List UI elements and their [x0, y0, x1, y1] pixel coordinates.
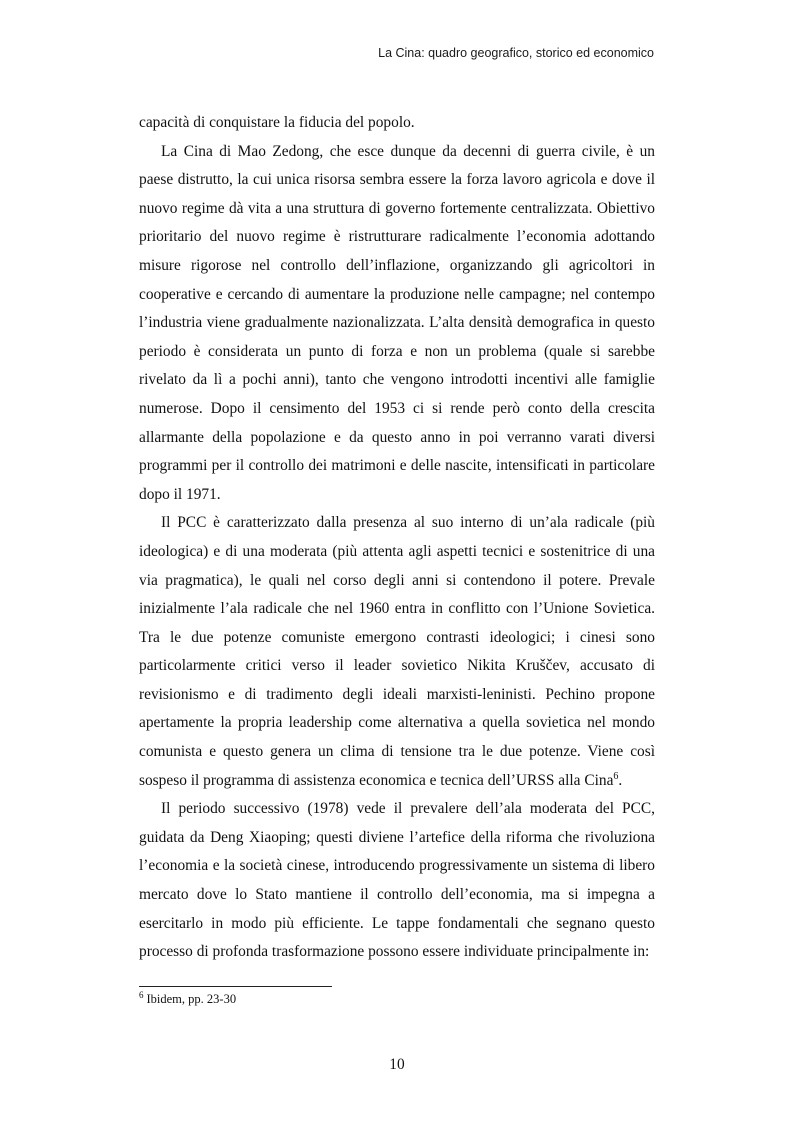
footnote-divider: [139, 986, 332, 987]
page-number: 10: [389, 1056, 405, 1073]
footnote: [139, 990, 655, 1008]
paragraph-pcc: [139, 509, 655, 795]
footnote-text: Ibidem, pp. 23-30: [146, 992, 237, 1006]
paragraph-deng-xiaoping: Il periodo successivo (1978) vede il prevalere dell’ala moderata del PCC, guidata da Deng Xiaoping; questi diviene l’artefice della riforma che rivoluziona l’economia e la società cinese, introducendo progressivamente un sistema di libero mercato dove lo Stato mantiene il controllo dell’economia, ma si impegna a esercitarlo in modo più efficiente. Le tappe fondamentali che segnano questo processo di profonda trasformazione possono essere individuate principalmente in:: [139, 800, 655, 961]
body-text: [139, 109, 655, 967]
running-header: La Cina: quadro geografico, storico ed economico: [378, 46, 654, 60]
paragraph-continuation: capacità di conquistare la fiducia del popolo.: [139, 114, 415, 131]
paragraph-pcc-text: Il PCC è caratterizzato dalla presenza al suo interno di un’ala radicale (più ideologica) e di una moderata (più attenta agli aspetti tecnici e sostenitrice di una via pragmatica), le quali nel corso degli anni si contendono il potere. Prevale inizialmente l’ala radicale che nel 1960 entra in conflitto con l’Unione Sovietica. Tra le due potenze comuniste emergono contrasti ideologici; i cinesi sono particolarmente critici verso il leader sovietico Nikita Kruščev, accusato di revisionismo e di tradimento degli ideali marxisti-leninisti. Pechino propone apertamente la propria leadership come alternativa a quella sovietica nel mondo comunista e questo genera un clima di tensione tra le due potenze. Viene così sospeso il programma di assistenza economica e tecnica dell’URSS alla Cina: [139, 514, 655, 789]
paragraph-mao-zedong: La Cina di Mao Zedong, che esce dunque da decenni di guerra civile, è un paese distrutto, la cui unica risorsa sembra essere la forza lavoro agricola e dove il nuovo regime dà vita a una struttura di governo fortemente centralizzata. Obiettivo prioritario del nuovo regime è ristrutturare radicalmente l’economia adottando misure rigorose nel controllo dell’inflazione, organizzando gli agricoltori in cooperative e cercando di aumentare la produzione nelle campagne; nel contempo l’industria viene gradualmente nazionalizzata. L’alta densità demografica in questo periodo è considerata un punto di forza e non un problema (quale si sarebbe rivelato da lì a pochi anni), tanto che vengono introdotti incentivi alle famiglie numerose. Dopo il censimento del 1953 ci si rende però conto della crescita allarmante della popolazione e da questo anno in poi verranno varati diversi programmi per il controllo dei matrimoni e delle nascite, intensificati in particolare dopo il 1971.: [139, 142, 655, 503]
paragraph-pcc-period: .: [618, 771, 623, 789]
footnote-reference[interactable]: 6: [613, 770, 619, 782]
footnote-number: 6: [139, 989, 144, 1000]
